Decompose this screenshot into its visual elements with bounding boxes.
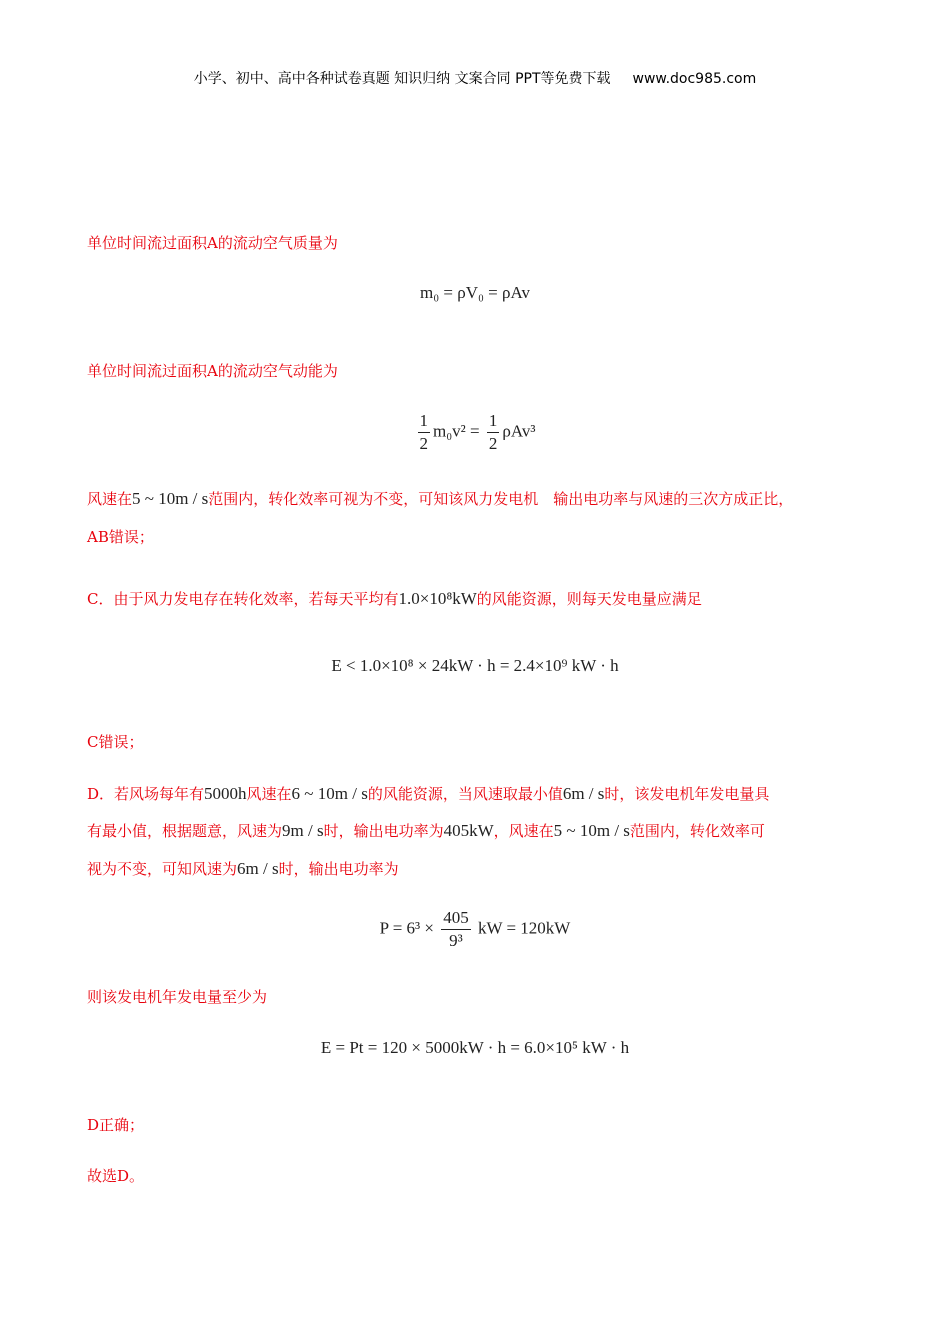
paragraph-d-correct: D正确； [87,1116,145,1134]
kinetic-left-term: m₀v² [433,421,466,441]
header-text: 小学、初中、高中各种试卷真题 知识归纳 文案合同 PPT等免费下载 [193,71,611,87]
power-left-term: P = 6³ × [379,918,434,938]
equation-annual-energy: E = Pt = 120 × 5000kW · h = 6.0×10⁵ kW · h [320,1038,630,1057]
paragraph-option-c: C．由于风力发电存在转化效率，若每天平均有1.0×10⁸kW的风能资源，则每天发电量应满足 [87,589,702,608]
paragraph-answer: 故选D。 [87,1167,145,1185]
header-site-link[interactable]: www.doc985.com [632,71,757,87]
paragraph-mass-flow: 单位时间流过面积A的流动空气质量为 [87,234,338,252]
fraction-half-left: $\frac{1}{2}$ [419,411,429,453]
kinetic-right-term: ρAv³ [502,421,536,441]
fraction-405-over-9-cubed: $\frac{405}{\text{9³}}$ [443,908,469,950]
paragraph-kinetic-energy: 单位时间流过面积A的流动空气动能为 [87,362,338,380]
equation-output-power [0,907,950,952]
page-header [0,68,950,88]
paragraph-option-d-line3: 视为不变，可知风速为6m / s时，输出电功率为 [87,859,399,878]
paragraph-c-wrong: C错误； [87,733,144,751]
wind-speed-range: 5 ~ 10m / s [132,489,209,508]
equation-daily-energy: E < 1.0×10⁸ × 24kW · h = 2.4×10⁹ kW · h [331,656,619,675]
paragraph-proportionality: 风速在5 ~ 10m / s范围内，转化效率可视为不变，可知该风力发电机 输出电功率与风速的三次方成正比， [87,489,794,508]
equals-sign: = [470,421,480,441]
power-right-term: kW = 120kW [477,918,571,938]
equation-kinetic-energy [0,410,950,455]
paragraph-option-d-line1: D．若风场每年有5000h风速在6 ~ 10m / s的风能资源，当风速取最小值6m / s时，该发电机年发电量具 [87,784,770,803]
paragraph-option-d-line2: 有最小值，根据题意，风速为9m / s时，输出电功率为405kW，风速在5 ~ 10m / s范围内，转化效率可 [87,821,765,840]
paragraph-annual-energy: 则该发电机年发电量至少为 [87,988,268,1006]
equation-mass-flow: m₀ = ρV₀ = ρAv [419,283,530,302]
fraction-half-right: $\frac{1}{2}$ [488,411,498,453]
paragraph-ab-wrong: AB错误； [87,528,154,546]
daily-wind-resource: 1.0×10⁸kW [398,589,477,608]
